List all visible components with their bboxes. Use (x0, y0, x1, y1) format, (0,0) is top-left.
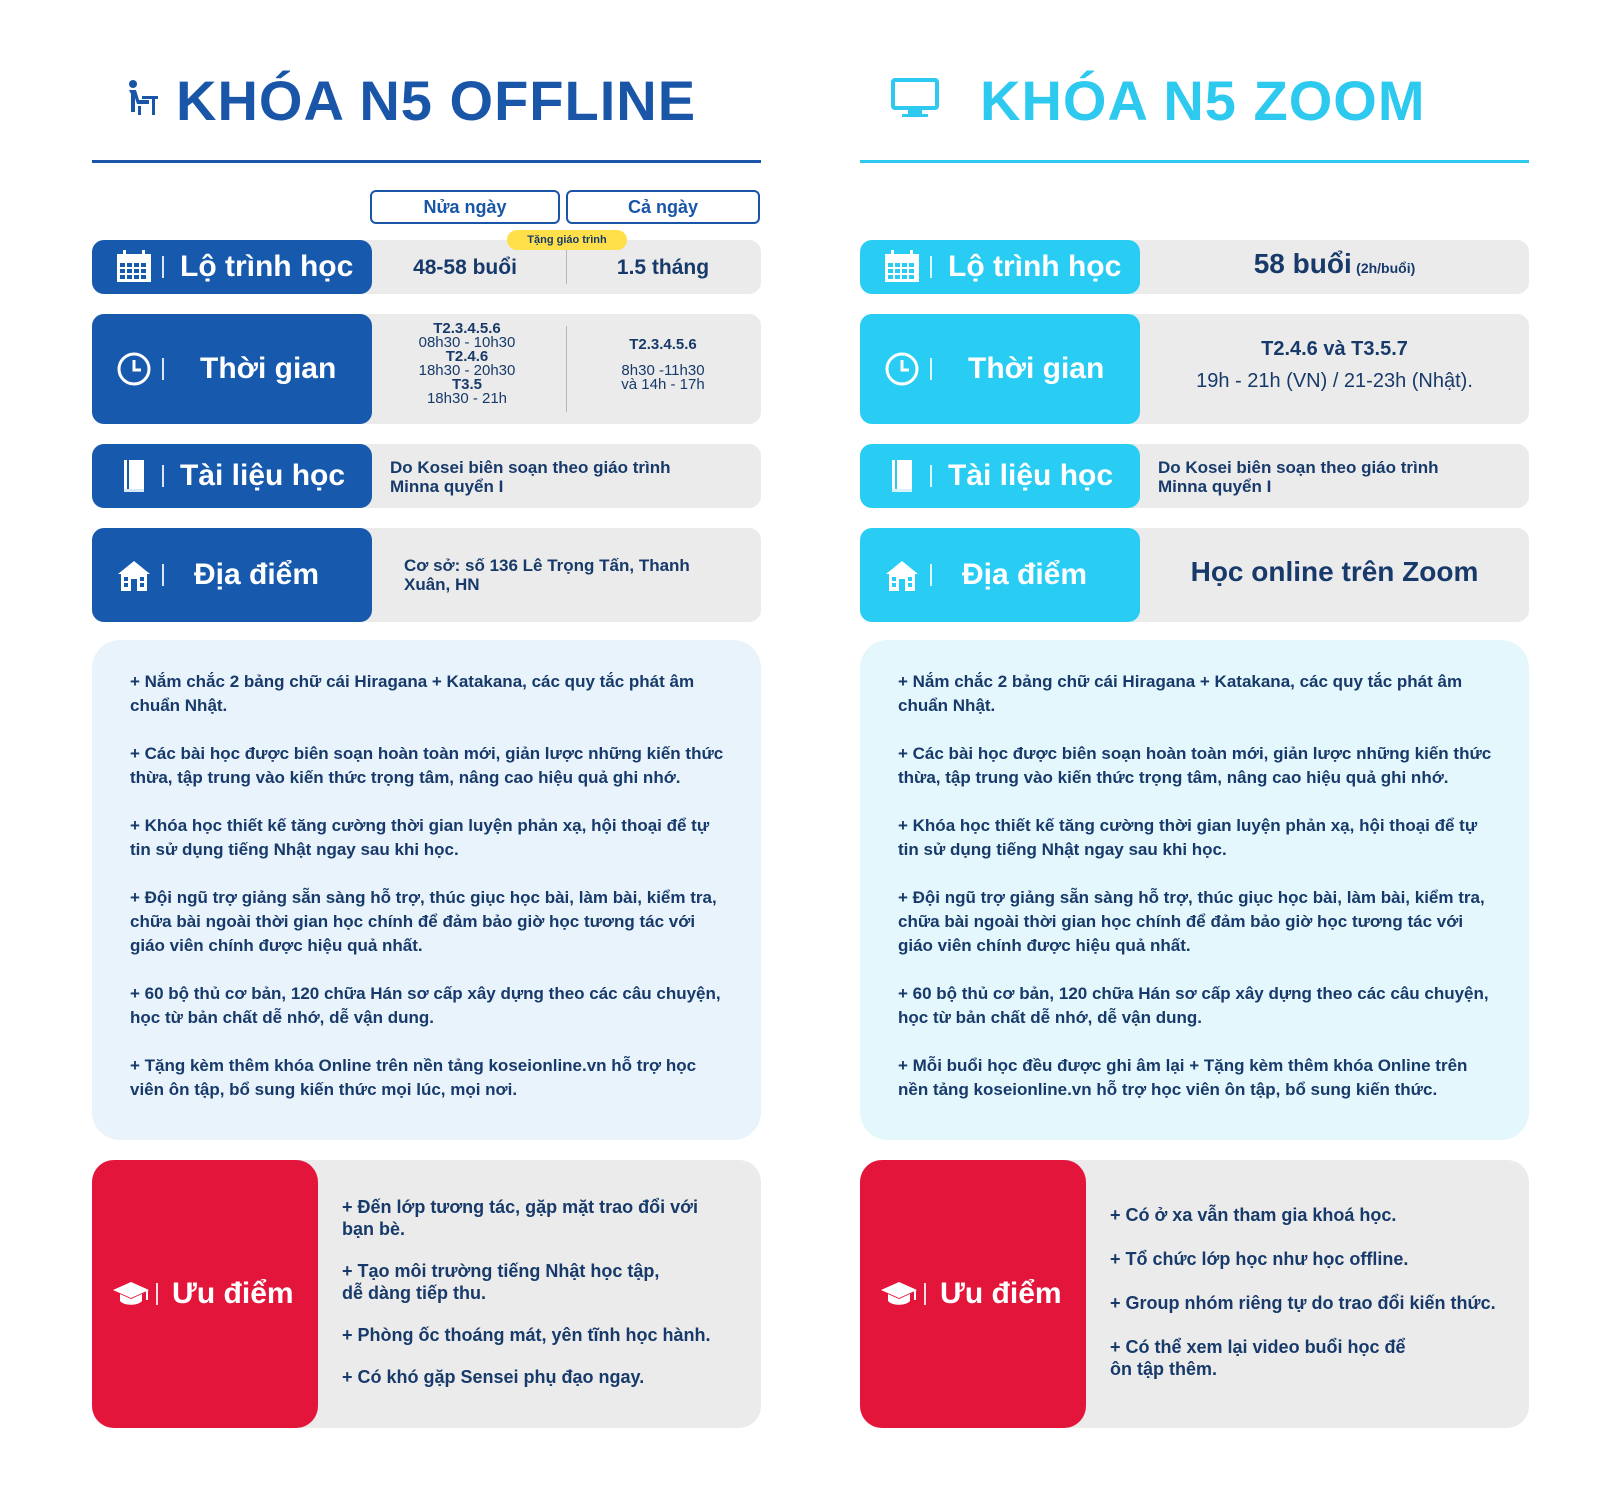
full-day-option[interactable]: Cả ngày (566, 190, 760, 224)
offline-advantages-label (92, 1160, 318, 1428)
description-item: + Tặng kèm thêm khóa Online trên nền tảng koseionline.vn hỗ trợ học viên ôn tập, bổ sung kiến thức mọi lúc, mọi nơi. (130, 1056, 697, 1099)
offline-material-label-text: Tài liệu học (180, 459, 346, 492)
advantage-item: + Tạo môi trường tiếng Nhật học tập, dễ dàng tiếp thu. (342, 1261, 660, 1303)
description-item: + 60 bộ thủ cơ bản, 120 chữa Hán sơ cấp xây dựng theo các câu chuyện, học từ bản chất dễ nhớ, dễ vận dung. (898, 984, 1489, 1027)
description-item: + Khóa học thiết kế tăng cường thời gian luyện phản xạ, hội thoại để tự tin sử dụng tiếng Nhật ngay sau khi học. (898, 816, 1478, 859)
zoom-route-label (860, 240, 1140, 294)
offline-title (122, 60, 696, 140)
zoom-time-row (860, 314, 1529, 424)
zoom-route-row (860, 240, 1529, 294)
zoom-material-value: Do Kosei biên soạn theo giáo trình Minna quyển I (1158, 458, 1439, 496)
offline-time-half: T2.3.4.5.6 08h30 - 10h30 T2.4.6 18h30 - 20h30 T3.5 18h30 - 21h (418, 320, 516, 407)
offline-route-label (92, 240, 372, 294)
description-item: + Các bài học được biên soạn hoàn toàn mới, giản lược những kiến thức thừa, tập trung vào kiến thức trọng tâm, nâng cao hiệu quả ghi nhớ. (898, 744, 1492, 787)
offline-time-row (92, 314, 761, 424)
advantage-item: + Có khó gặp Sensei phụ đạo ngay. (342, 1367, 645, 1387)
zoom-material-label (860, 444, 1140, 508)
offline-title-text: KHÓA N5 OFFLINE (176, 68, 697, 132)
advantage-item: + Có thể xem lại video buổi học để ôn tập thêm. (1110, 1337, 1406, 1379)
offline-location-value: Cơ sở: số 136 Lê Trọng Tấn, Thanh Xuân, HN (404, 556, 690, 594)
free-textbook-badge: Tặng giáo trình (507, 230, 627, 250)
offline-location-label (92, 528, 372, 622)
zoom-location-value: Học online trên Zoom (1190, 556, 1479, 587)
zoom-advantages-label (860, 1160, 1086, 1428)
offline-route-full: 1.5 tháng (616, 256, 710, 279)
offline-route-half: 48-58 buổi (413, 256, 517, 279)
book-icon (880, 454, 924, 498)
clock-icon (112, 347, 156, 391)
zoom-material-row (860, 444, 1529, 508)
calendar-icon (112, 245, 156, 289)
zoom-title-underline (860, 160, 1529, 163)
offline-route-label-text: Lộ trình học (180, 250, 354, 283)
zoom-route-label-text: Lộ trình học (948, 250, 1122, 283)
description-item: + 60 bộ thủ cơ bản, 120 chữa Hán sơ cấp xây dựng theo các câu chuyện, học từ bản chất dễ nhớ, dễ vận dung. (130, 984, 721, 1027)
advantage-item: + Có ở xa vẫn tham gia khoá học. (1110, 1205, 1397, 1225)
zoom-time-label (860, 314, 1140, 424)
offline-title-underline (92, 160, 761, 163)
zoom-location-label-text: Địa điểm (962, 558, 1088, 591)
offline-advantages-label-text: Ưu điểm (172, 1277, 294, 1310)
offline-location-row (92, 528, 761, 622)
zoom-material-label-text: Tài liệu học (948, 459, 1114, 492)
description-item: + Nắm chắc 2 bảng chữ cái Hiragana + Katakana, các quy tắc phát âm chuẩn Nhật. (898, 672, 1463, 715)
zoom-advantages (860, 1160, 1529, 1428)
calendar-icon (880, 245, 924, 289)
zoom-description (860, 640, 1529, 1140)
clock-icon (880, 347, 924, 391)
offline-advantages (92, 1160, 761, 1428)
zoom-title-text: KHÓA N5 ZOOM (980, 68, 1426, 132)
monitor-icon (890, 76, 940, 125)
offline-material-row (92, 444, 761, 508)
zoom-time-hours: 19h - 21h (VN) / 21-23h (Nhật). (1196, 370, 1473, 392)
half-day-option[interactable]: Nửa ngày (370, 190, 560, 224)
description-item: + Đội ngũ trợ giảng sẵn sàng hỗ trợ, thúc giục học bài, làm bài, kiểm tra, chữa bài ngoài thời gian học chính để đảm bảo giờ học tương tác với giáo viên chính được hiệu quả nhất. (130, 888, 717, 955)
advantage-item: + Group nhóm riêng tự do trao đổi kiến thức. (1110, 1293, 1496, 1313)
offline-description (92, 640, 761, 1140)
description-item: + Nắm chắc 2 bảng chữ cái Hiragana + Katakana, các quy tắc phát âm chuẩn Nhật. (130, 672, 695, 715)
advantage-item: + Tổ chức lớp học như học offline. (1110, 1249, 1409, 1269)
description-item: + Khóa học thiết kế tăng cường thời gian luyện phản xạ, hội thoại để tự tin sử dụng tiếng Nhật ngay sau khi học. (130, 816, 710, 859)
description-item: + Đội ngũ trợ giảng sẵn sàng hỗ trợ, thúc giục học bài, làm bài, kiểm tra, chữa bài ngoài thời gian học chính để đảm bảo giờ học tương tác với giáo viên chính được hiệu quả nhất. (898, 888, 1485, 955)
house-icon (112, 553, 156, 597)
zoom-time-label-text: Thời gian (968, 352, 1105, 385)
offline-material-value: Do Kosei biên soạn theo giáo trình Minna quyển I (390, 458, 671, 496)
advantage-item: + Đến lớp tương tác, gặp mặt trao đổi với bạn bè. (342, 1197, 698, 1239)
description-item: + Mỗi buổi học đều được ghi âm lại + Tặng kèm thêm khóa Online trên nền tảng koseionline.vn hỗ trợ học viên ôn tập, bổ sung kiến thức. (898, 1056, 1468, 1099)
offline-time-label (92, 314, 372, 424)
book-icon (112, 454, 156, 498)
zoom-advantages-label-text: Ưu điểm (940, 1277, 1062, 1310)
graduation-cap-icon (110, 1280, 152, 1308)
zoom-title (890, 60, 1425, 140)
offline-material-label (92, 444, 372, 508)
offline-location-label-text: Địa điểm (194, 558, 320, 591)
zoom-location-label (860, 528, 1140, 622)
offline-time-full: T2.3.4.5.6 8h30 -11h30 và 14h - 17h (621, 336, 705, 393)
advantage-item: + Phòng ốc thoáng mát, yên tĩnh học hành. (342, 1325, 711, 1345)
offline-time-label-text: Thời gian (200, 352, 337, 385)
offline-route-row (92, 240, 761, 294)
description-item: + Các bài học được biên soạn hoàn toàn mới, giản lược những kiến thức thừa, tập trung vào kiến thức trọng tâm, nâng cao hiệu quả ghi nhớ. (130, 744, 724, 787)
house-icon (880, 553, 924, 597)
zoom-route-value: 58 buổi (2h/buổi) (1253, 248, 1416, 279)
zoom-location-row (860, 528, 1529, 622)
zoom-time-days: T2.4.6 và T3.5.7 (1261, 338, 1408, 360)
student-desk-icon (122, 78, 162, 123)
graduation-cap-icon (878, 1280, 920, 1308)
